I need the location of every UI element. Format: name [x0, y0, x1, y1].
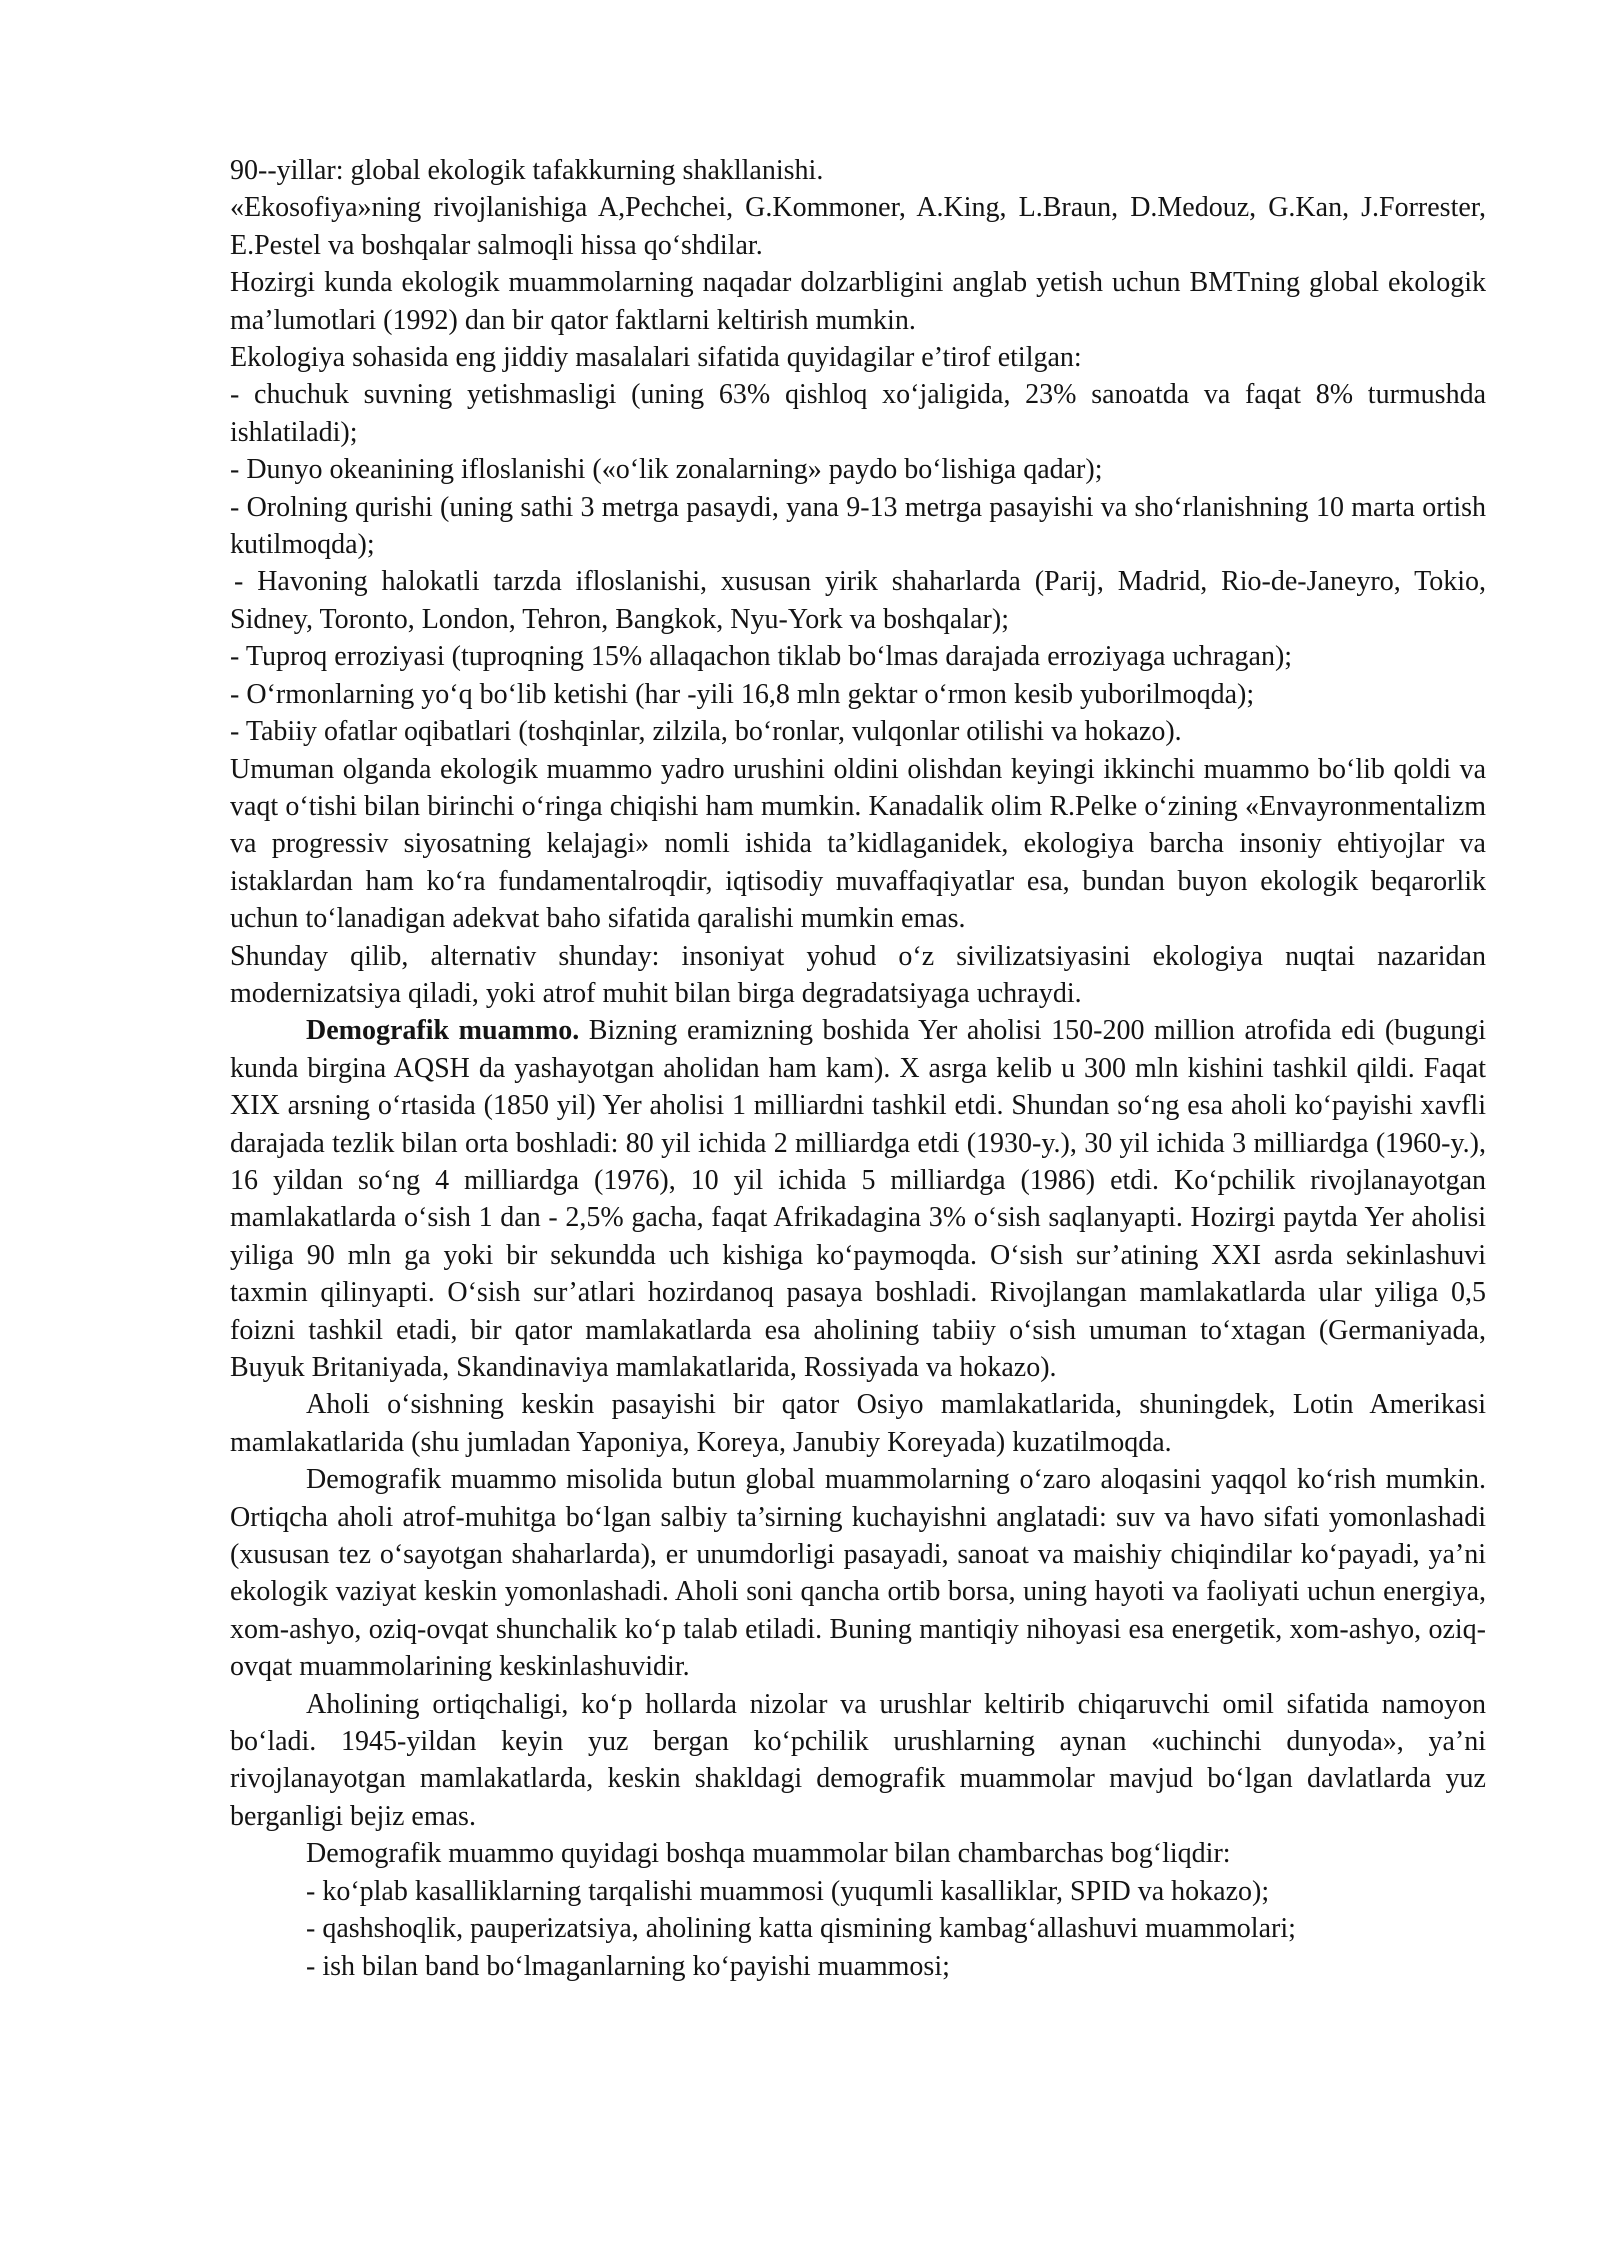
list-item: - Tabiiy ofatlar oqibatlari (toshqinlar, zilzila, bo‘ronlar, vulqonlar otilishi va hokazo). [230, 716, 1182, 748]
paragraph-overpopulation-conflicts: Aholining ortiqchaligi, ko‘p hollarda nizolar va urushlar keltirib chiqaruvchi omil sifatida namoyon bo‘ladi. 1945-yildan keyin yuz bergan ko‘pchilik urushlarning aynan «uchinchi dunyoda», ya’ni rivojlanayotgan mamlakatlarda, keskin shakldagi demografik muammolar mavjud bo‘lgan davlatlarda yuz berganligi bejiz emas. [230, 1688, 1486, 1832]
paragraph-ecosophy: «Ekosofiya»ning rivojlanishiga A,Pechchei, G.Kommoner, A.King, L.Braun, D.Medouz, G.Kan, J.Forrester, E.Pestel va boshqalar salmoqli hissa qo‘shdilar. [230, 192, 1486, 261]
list-item: - Havoning halokatli tarzda ifloslanishi, xususan yirik shaharlarda (Parij, Madrid, Rio-de-Janeyro, Tokio, Sidney, Toronto, London, Tehron, Bangkok, Nyu-York va boshqalar); [230, 566, 1486, 635]
list-item: - chuchuk suvning yetishmasligi (uning 63% qishloq xo‘jaligida, 23% sanoatda va faqat 8% turmushda ishlatiladi); [230, 379, 1486, 448]
document-page [230, 152, 1486, 1985]
list-item: - ish bilan band bo‘lmaganlarning ko‘payishi muammosi; [306, 1950, 950, 1982]
list-item: - Dunyo okeanining ifloslanishi («o‘lik zonalarning» paydo bo‘lishiga qadar); [230, 454, 1103, 486]
paragraph-interconnection: Demografik muammo misolida butun global muammolarning o‘zaro aloqasini yaqqol ko‘rish mumkin. Ortiqcha aholi atrof-muhitga bo‘lgan salbiy ta’sirning kuchayishni anglatadi: suv va havo sifati yomonlashadi (xususan tez o‘sayotgan shaharlarda), er unumdorligi pasayadi, sanoat va maishiy chiqindilar ko‘payadi, ya’ni ekologik vaziyat keskin yomonlashadi. Aholi soni qancha ortib borsa, uning hayoti va faoliyati uchun energiya, xom-ashyo, oziq-ovqat shunchalik ko‘p talab etiladi. Buning mantiqiy nihoyasi esa energetik, xom-ashyo, oziq-ovqat muammolarining keskinlashuvidir. [230, 1464, 1486, 1683]
paragraph-ecology-second-problem: Umuman olganda ekologik muammo yadro urushini oldini olishdan keyingi ikkinchi muammo bo‘lib qoldi va vaqt o‘tishi bilan birinchi o‘ringa chiqishi ham mumkin. Kanadalik olim R.Pelke o‘zining «Envayronmentalizm va progressiv siyosatning kelajagi» nomli ishida ta’kidlaganidek, ekologiya barcha insoniy ehtiyojlar va istaklardan ham ko‘ra fundamentalroqdir, iqtisodiy muvaffaqiyatlar esa, bundan buyon ekologik beqarorlik uchun to‘lanadigan adekvat baho sifatida qaralishi mumkin emas. [230, 753, 1486, 935]
paragraph-demographic-text: Bizning eramizning boshida Yer aholisi 150-200 million atrofida edi (bugungi kunda birgina AQSH da yashayotgan aholidan ham kam). X asrga kelib u 300 mln kishini tashkil qildi. Faqat XIX arsning o‘rtasida (1850 yil) Yer aholisi 1 milliardni tashkil etdi. Shundan so‘ng esa aholi ko‘payishi xavfli darajada tezlik bilan orta boshladi: 80 yil ichida 2 milliardga etdi (1930-y.), 30 yil ichida 3 milliardga (1960-y.), 16 yildan so‘ng 4 milliardga (1976), 10 yil ichida 5 milliardga (1986) etdi. Ko‘pchilik rivojlanayotgan mamlakatlarda o‘sish 1 dan - 2,5% gacha, faqat Afrikadagina 3% o‘sish saqlanyapti. Hozirgi paytda Yer aholisi yiliga 90 mln ga yoki bir sekundda uch kishiga ko‘paymoqda. O‘sish sur’atining XXI asrda sekinlashuvi taxmin qilinyapti. O‘sish sur’atlari hozirdanoq pasaya boshladi. Rivojlangan mamlakatlarda ular yiliga 0,5 foizni tashkil etadi, bir qator mamlakatlarda esa aholining tabiiy o‘sish umuman to‘xtagan (Germaniyada, Buyuk Britaniyada, Skandinaviya mamlakatlarida, Rossiyada va hokazo). [230, 1015, 1486, 1383]
list-item: - O‘rmonlarning yo‘q bo‘lib ketishi (har -yili 16,8 mln gektar o‘rmon kesib yuborilmoqda); [230, 678, 1255, 710]
list-item: - Tuproq erroziyasi (tuproqning 15% allaqachon tiklab bo‘lmas darajada erroziyaga uchragan); [230, 641, 1293, 673]
paragraph-bmt-facts: Hozirgi kunda ekologik muammolarning naqadar dolzarbligini anglab yetish uchun BMTning global ekologik ma’lumotlari (1992) dan bir qator faktlarni keltirish mumkin. [230, 267, 1486, 336]
paragraph-demographic [230, 1012, 1486, 1386]
section-heading: Demografik muammo. [306, 1015, 580, 1047]
paragraph-ecology-issues-intro: Ekologiya sohasida eng jiddiy masalalari sifatida quyidagilar e’tirof etilgan: [230, 342, 1082, 374]
paragraph-related-problems-intro: Demografik muammo quyidagi boshqa muammolar bilan chambarchas bog‘liqdir: [306, 1838, 1231, 1870]
paragraph-alternative: Shunday qilib, alternativ shunday: insoniyat yohud o‘z sivilizatsiyasini ekologiya nuqtai nazaridan modernizatsiya qiladi, yoki atrof muhit bilan birga degradatsiyaga uchraydi. [230, 940, 1486, 1009]
paragraph-ecological-thinking: 90--yillar: global ekologik tafakkurning shakllanishi. [230, 155, 824, 186]
list-item: - ko‘plab kasalliklarning tarqalishi muammosi (yuqumli kasalliklar, SPID va hokazo); [306, 1875, 1270, 1907]
list-item: - Orolning qurishi (uning sathi 3 metrga pasaydi, yana 9-13 metrga pasayishi va sho‘rlanishning 10 marta ortish kutilmoqda); [230, 491, 1486, 561]
paragraph-growth-decline: Aholi o‘sishning keskin pasayishi bir qator Osiyo mamlakatlarida, shuningdek, Lotin Amerikasi mamlakatlarida (shu jumladan Yaponiya, Koreya, Janubiy Koreyada) kuzatilmoqda. [230, 1389, 1486, 1458]
list-item: - qashshoqlik, pauperizatsiya, aholining katta qismining kambag‘allashuvi muammolari; [306, 1913, 1296, 1945]
